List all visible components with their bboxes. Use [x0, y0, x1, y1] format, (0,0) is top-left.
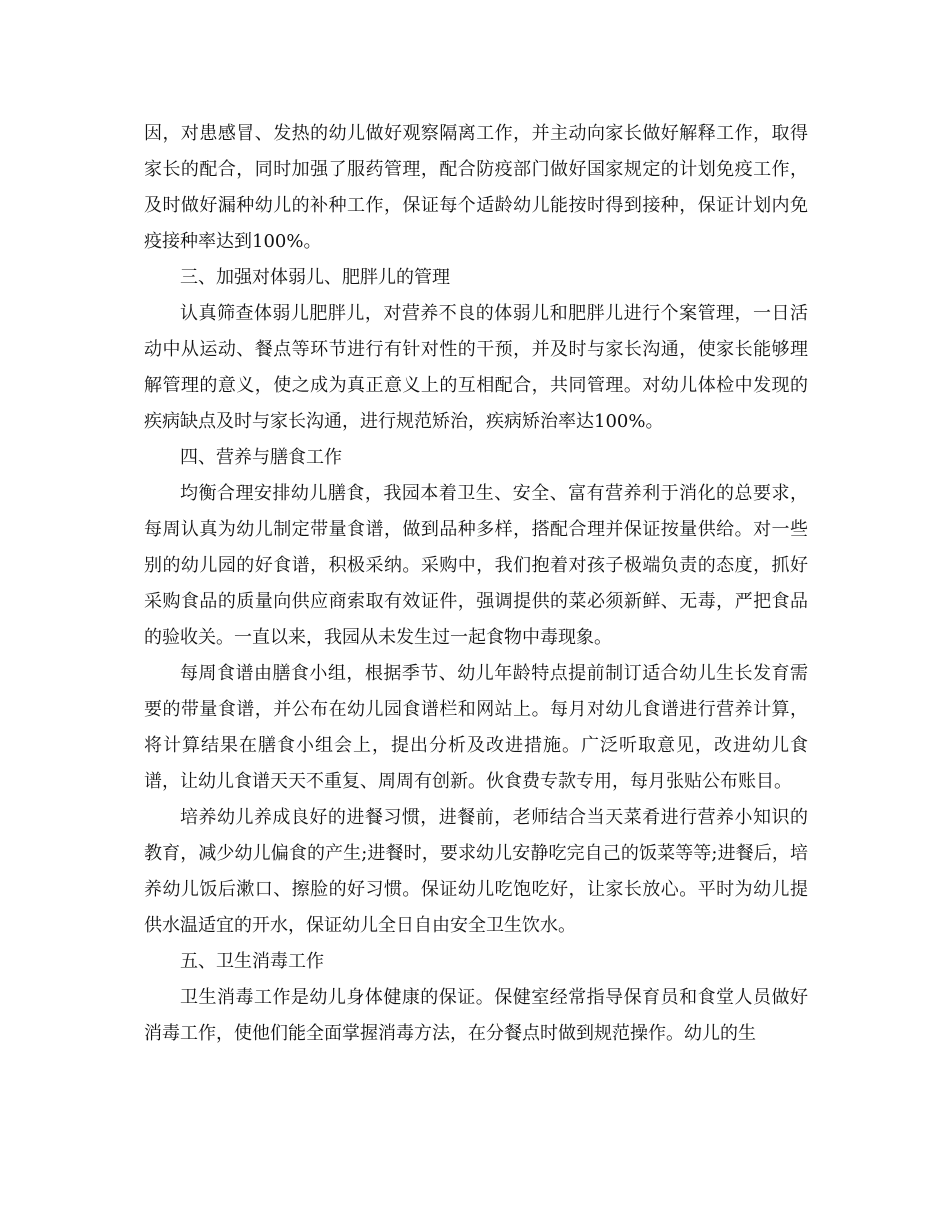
paragraph-disinfection: 卫生消毒工作是幼儿身体健康的保证。保健室经常指导保育员和食堂人员做好消毒工作，使他们能全面掌握消毒方法，在分餐点时做到规范操作。幼儿的生 [144, 987, 808, 1044]
section-heading-3: 三、加强对体弱儿、肥胖儿的管理 [180, 267, 450, 288]
document-body [144, 116, 808, 1052]
paragraph-immunization: 因，对患感冒、发热的幼儿做好观察隔离工作，并主动向家长做好解释工作，取得家长的配合，同时加强了服药管理，配合防疫部门做好国家规定的计划免疫工作，及时做好漏种幼儿的补种工作，保证每个适龄幼儿能按时得到接种，保证计划内免疫接种率达到100%。 [144, 123, 808, 252]
paragraph-weak-obese-children: 认真筛查体弱儿肥胖儿，对营养不良的体弱儿和肥胖儿进行个案管理，一日活动中从运动、餐点等环节进行有针对性的干预，并及时与家长沟通，使家长能够理解管理的意义，使之成为真正意义上的互相配合，共同管理。对幼儿体检中发现的疾病缺点及时与家长沟通，进行规范矫治，疾病矫治率达100%。 [144, 303, 808, 432]
section-heading-4: 四、营养与膳食工作 [180, 447, 342, 468]
paragraph-balanced-meals: 均衡合理安排幼儿膳食，我园本着卫生、安全、富有营养利于消化的总要求，每周认真为幼儿制定带量食谱，做到品种多样，搭配合理并保证按量供给。对一些别的幼儿园的好食谱，积极采纳。采购中，我们抱着对孩子极端负责的态度，抓好采购食品的质量向供应商索取有效证件，强调提供的菜必须新鲜、无毒，严把食品的验收关。一直以来，我园从未发生过一起食物中毒现象。 [144, 483, 808, 648]
section-heading-5: 五、卫生消毒工作 [180, 951, 324, 972]
paragraph-eating-habits: 培养幼儿养成良好的进餐习惯，进餐前，老师结合当天菜肴进行营养小知识的教育，减少幼儿偏食的产生;进餐时，要求幼儿安静吃完自己的饭菜等等;进餐后，培养幼儿饭后漱口、擦脸的好习惯。保证幼儿吃饱吃好，让家长放心。平时为幼儿提供水温适宜的开水，保证幼儿全日自由安全卫生饮水。 [144, 807, 808, 936]
paragraph-weekly-menu: 每周食谱由膳食小组，根据季节、幼儿年龄特点提前制订适合幼儿生长发育需要的带量食谱，并公布在幼儿园食谱栏和网站上。每月对幼儿食谱进行营养计算，将计算结果在膳食小组会上，提出分析及改进措施。广泛听取意见，改进幼儿食谱，让幼儿食谱天天不重复、周周有创新。伙食费专款专用，每月张贴公布账目。 [144, 663, 808, 792]
